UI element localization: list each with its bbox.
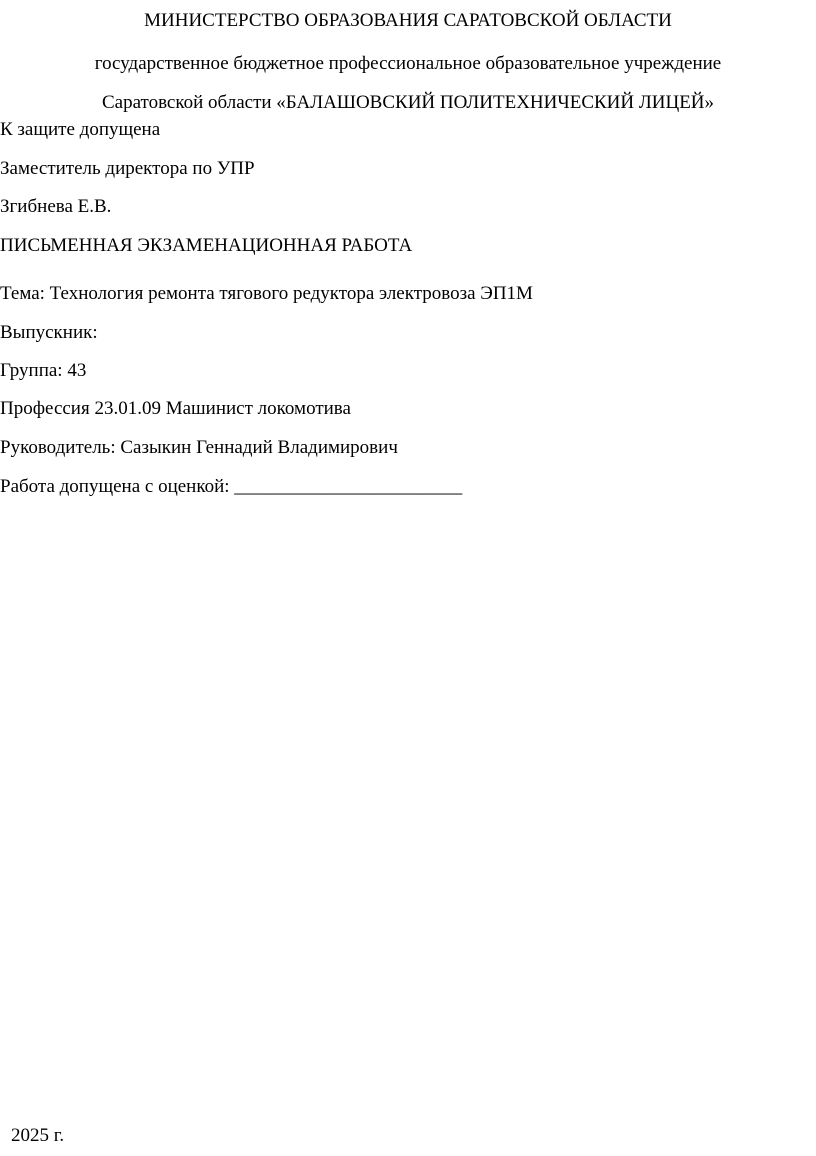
deputy-director-name: Згибнева Е.В. xyxy=(0,196,112,217)
ministry-heading: МИНИСТЕРСТВО ОБРАЗОВАНИЯ САРАТОВСКОЙ ОБЛАСТИ xyxy=(144,10,672,31)
institution-name: Саратовской области «БАЛАШОВСКИЙ ПОЛИТЕХНИЧЕСКИЙ ЛИЦЕЙ» xyxy=(101,92,715,113)
supervisor-line: Руководитель: Сазыкин Геннадий Владимирович xyxy=(0,437,398,458)
graduate-line: Выпускник: xyxy=(0,322,98,343)
admission-label: К защите допущена xyxy=(0,119,161,140)
grade-line: Работа допущена с оценкой: ________________________ xyxy=(0,476,463,497)
document-title: ПИСЬМЕННАЯ ЭКЗАМЕНАЦИОННАЯ РАБОТА xyxy=(0,235,413,256)
profession-line: Профессия 23.01.09 Машинист локомотива xyxy=(0,398,351,419)
institution-type: государственное бюджетное профессиональное образовательное учреждение xyxy=(94,53,722,74)
deputy-director-position: Заместитель директора по УПР xyxy=(0,158,255,179)
year-footer: 2025 г. xyxy=(11,1125,65,1146)
group-line: Группа: 43 xyxy=(0,360,87,381)
topic-line: Тема: Технология ремонта тягового редуктора электровоза ЭП1М xyxy=(0,283,533,304)
